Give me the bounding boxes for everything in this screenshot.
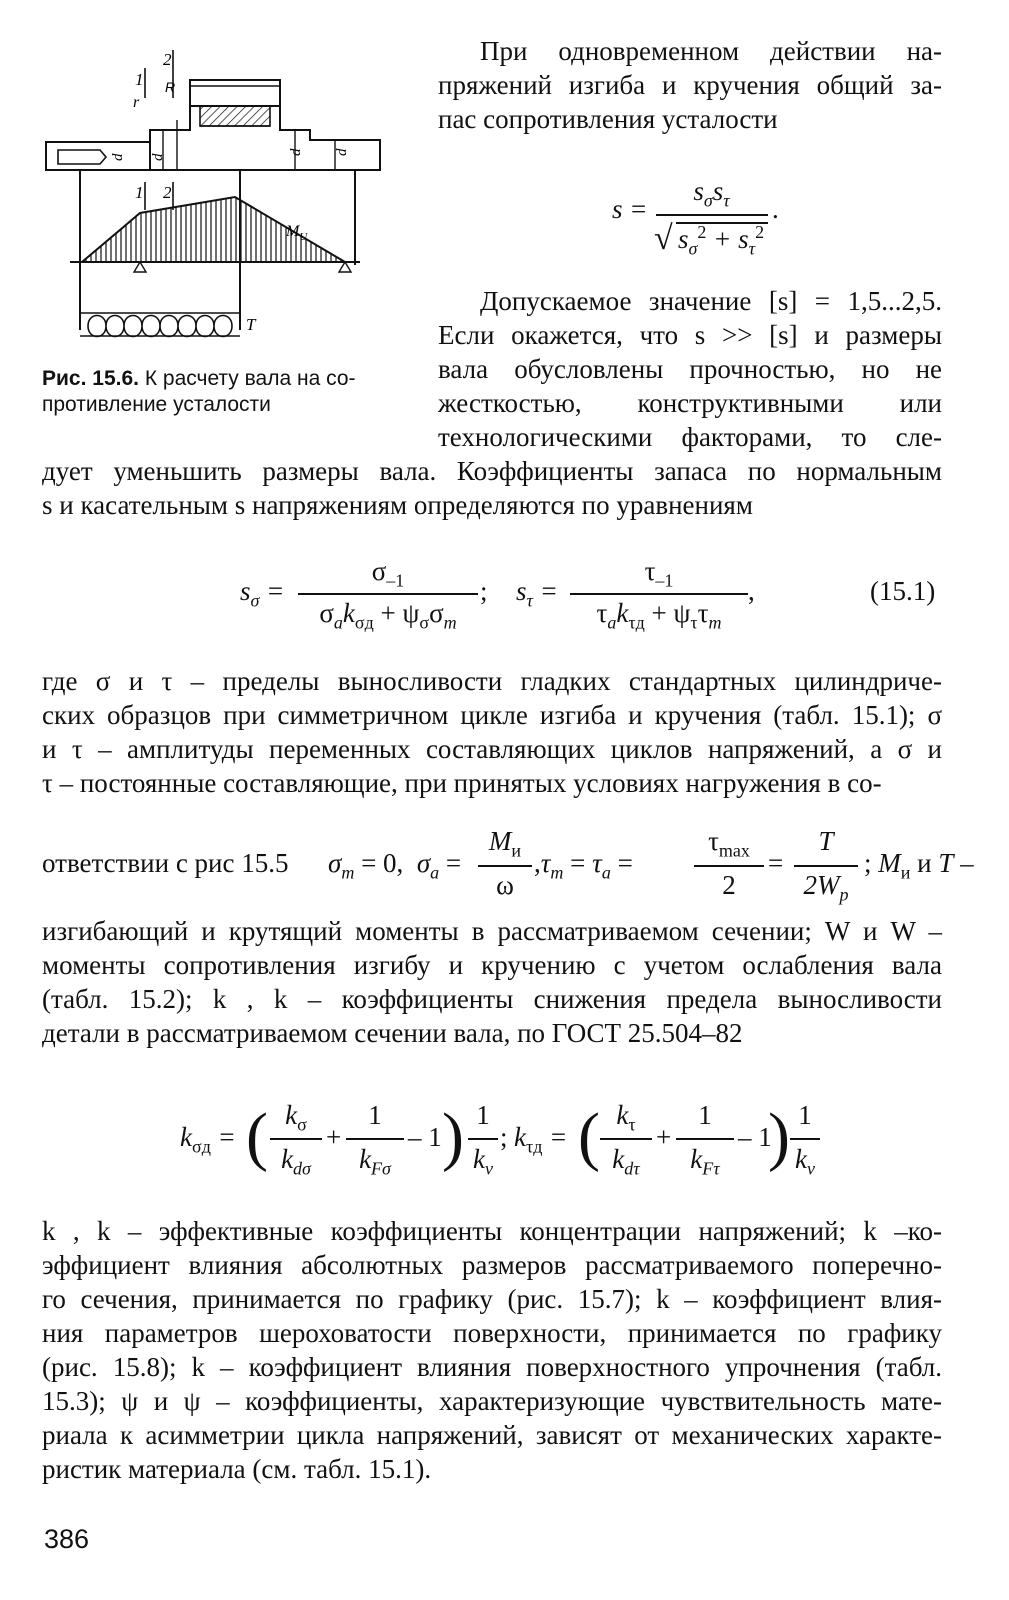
formula-s: s = $s_\sigma s_\tau$ √ $s_\sigma^2 + s_\tau^2$ . [612,176,779,259]
page-number: 386 [44,1524,90,1554]
diameter-label: d [110,153,126,161]
shaft-figure [40,40,400,350]
section-label-1-bottom: 1 [135,183,144,202]
moment-label: $M_U$ [286,223,308,243]
paragraph-4: изгибающий и крутящий моменты в рассматриваемом сечении; W и W – моменты сопротивления изгибу и кручению с учетом ослабления вала (табл. 15.2); k , k – коэффициенты снижения предела выносливости детали в рассматриваемом сечении вала, по ГОСТ 25.504–82 [42,916,942,1048]
paragraph-3: где σ и τ – пределы выносливости гладких стандартных цилиндриче- ских образцов при симметричном цикле изгиба и кручения (табл. 15.1); σ и τ – амплитуды переменных составляющих циклов напряжений, а σ и τ – постоянные составляющие, при принятых условиях нагружения в со- [42,666,942,798]
diameter-label: d [150,153,166,161]
section-label-1-top: 1 [135,70,144,89]
paragraph-5: k , k – эффективные коэффициенты концентрации напряжений; k –ко- эффициент влияния абсолютных размеров рассматриваемого поперечно- го сечения, принимается по графику (рис. 15.7); k – коэффициент влия- ния параметров шероховатости поверхности, принимается по графику (рис. 15.8); k – коэффициент влияния поверхностного упрочнения (табл. 15.3); ψ и ψ – коэффициенты, характеризующие чувствительность мате- риала к асимметрии цикла напряжений, зависят от механических характе- ристик материала (см. табл. 15.1). [42,1216,942,1484]
paragraph-1: При одновременном действии на- пряжений изгиба и кручения общий за- пас сопротивления усталости [438,36,942,134]
equation-k-d: $k_{\sigma д}$ = ( $k_\sigma$ $k_{d\sigma}$ + 1 $k_{F\sigma}$ – 1 ) 1 $k_v$ ; $k_{\tau д}$ = ( $k_\tau$ $k_{d\tau}$ + 1 $k_{F\tau}$ – 1 ) 1 $k_v$ [180,1098,820,1188]
figure-caption: Рис. 15.6. К расчету вала на со- противление усталости [42,367,356,416]
paragraph-2-cont: дует уменьшить размеры вала. Коэффициенты запаса по нормальным s и касательным s напряжениям определяются по уравнениям [42,456,942,520]
diameter-label: d [334,148,350,156]
radius-label-r: r [133,94,140,111]
section-label-2-top: 2 [163,50,172,69]
diameter-label: d [288,148,304,156]
equation-number: (15.1) [870,576,936,606]
torque-label: T [246,315,256,334]
paragraph-2: Допускаемое значение [s] = 1,5...2,5. Если окажется, что s >> [s] и размеры вала обусловлены прочностью, но не жесткостью, конструктивными или технологическими факторами, то сле- [438,286,942,452]
radius-label-R: R [165,79,176,95]
bending-moment-diagram [70,197,360,272]
inline-formula-line: ответствии с рис 15.5 $\sigma_m = 0$, $\sigma_a$ = $M_и$ ω $,\tau_m = \tau_a$ = $\tau_{max}$ 2 = T $2W_p$ ; $M_и$ и T – [42,826,974,905]
equation-15-1: $s_\sigma$ = $\sigma_{-1}$ $\sigma_ak_{\sigma д} + \psi_\sigma\sigma_m$ ; $s_\tau$ = $\tau_{-1}$ $\tau_ak_{\tau д} + \psi_\tau\tau_m$ , (15.1) [240,556,936,633]
torque-diagram [80,313,240,337]
section-label-2-bottom: 2 [163,183,172,202]
